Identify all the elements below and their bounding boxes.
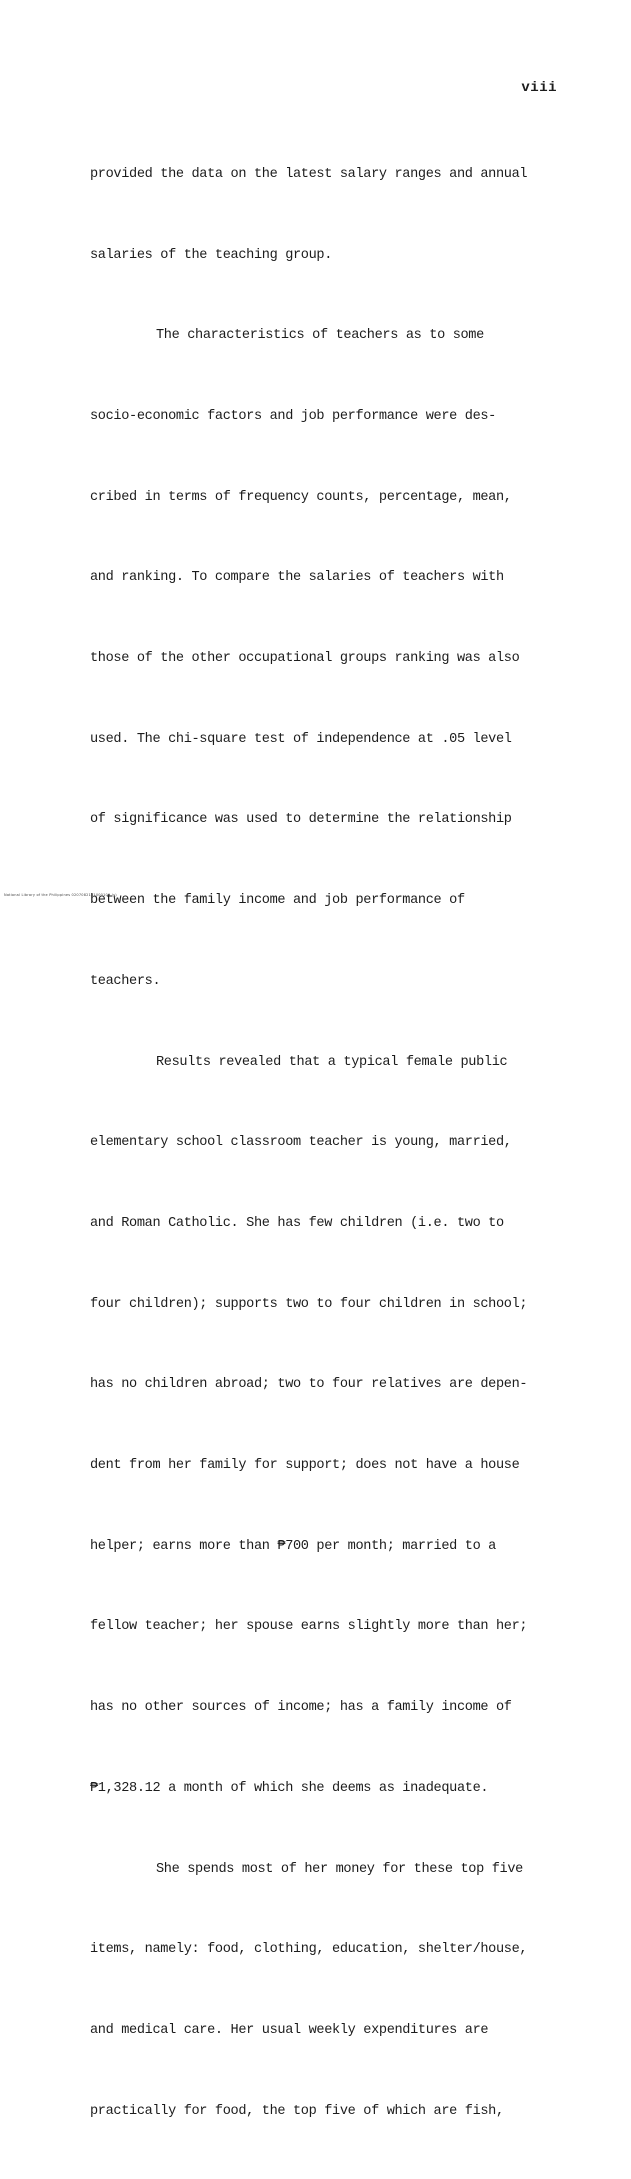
text-line: salaries of the teaching group. [90, 247, 333, 263]
text-line: has no other sources of income; has a family income of [90, 1700, 512, 1716]
text-line: fellow teacher; her spouse earns slightly more than her; [90, 1619, 528, 1635]
paragraph-start-line: The characteristics of teachers as to some [156, 328, 484, 344]
text-line: has no children abroad; two to four relatives are depen- [90, 1377, 528, 1393]
text-line: and medical care. Her usual weekly expenditures are [90, 2022, 489, 2038]
paragraph-start-line: Results revealed that a typical female public [156, 1054, 508, 1070]
text-line: provided the data on the latest salary ranges and annual [90, 166, 528, 182]
body-text [90, 108, 560, 2179]
text-line: practically for food, the top five of which are fish, [90, 2103, 504, 2119]
paragraph-start-line: She spends most of her money for these top five [156, 1861, 523, 1877]
page-number: viii [521, 80, 557, 96]
text-line: cribed in terms of frequency counts, percentage, mean, [90, 489, 512, 505]
text-line: between the family income and job performance of [90, 893, 465, 909]
text-line: teachers. [90, 973, 161, 989]
text-line: socio-economic factors and job performance were des- [90, 408, 496, 424]
archive-footer: National Library of the Philippines 0207082131000109 (s) [4, 893, 117, 897]
text-line: ₱1,328.12 a month of which she deems as inadequate. [90, 1780, 489, 1796]
text-line: four children); supports two to four children in school; [90, 1296, 528, 1312]
text-line: dent from her family for support; does not have a house [90, 1458, 520, 1474]
text-line: and ranking. To compare the salaries of teachers with [90, 570, 504, 586]
text-line: and Roman Catholic. She has few children (i.e. two to [90, 1215, 504, 1231]
text-line: elementary school classroom teacher is young, married, [90, 1135, 512, 1151]
text-line: helper; earns more than ₱700 per month; married to a [90, 1538, 496, 1554]
text-line: those of the other occupational groups ranking was also [90, 651, 520, 667]
text-line: of significance was used to determine the relationship [90, 812, 512, 828]
text-line: items, namely: food, clothing, education, shelter/house, [90, 1942, 528, 1958]
text-line: used. The chi-square test of independence at .05 level [90, 731, 512, 747]
